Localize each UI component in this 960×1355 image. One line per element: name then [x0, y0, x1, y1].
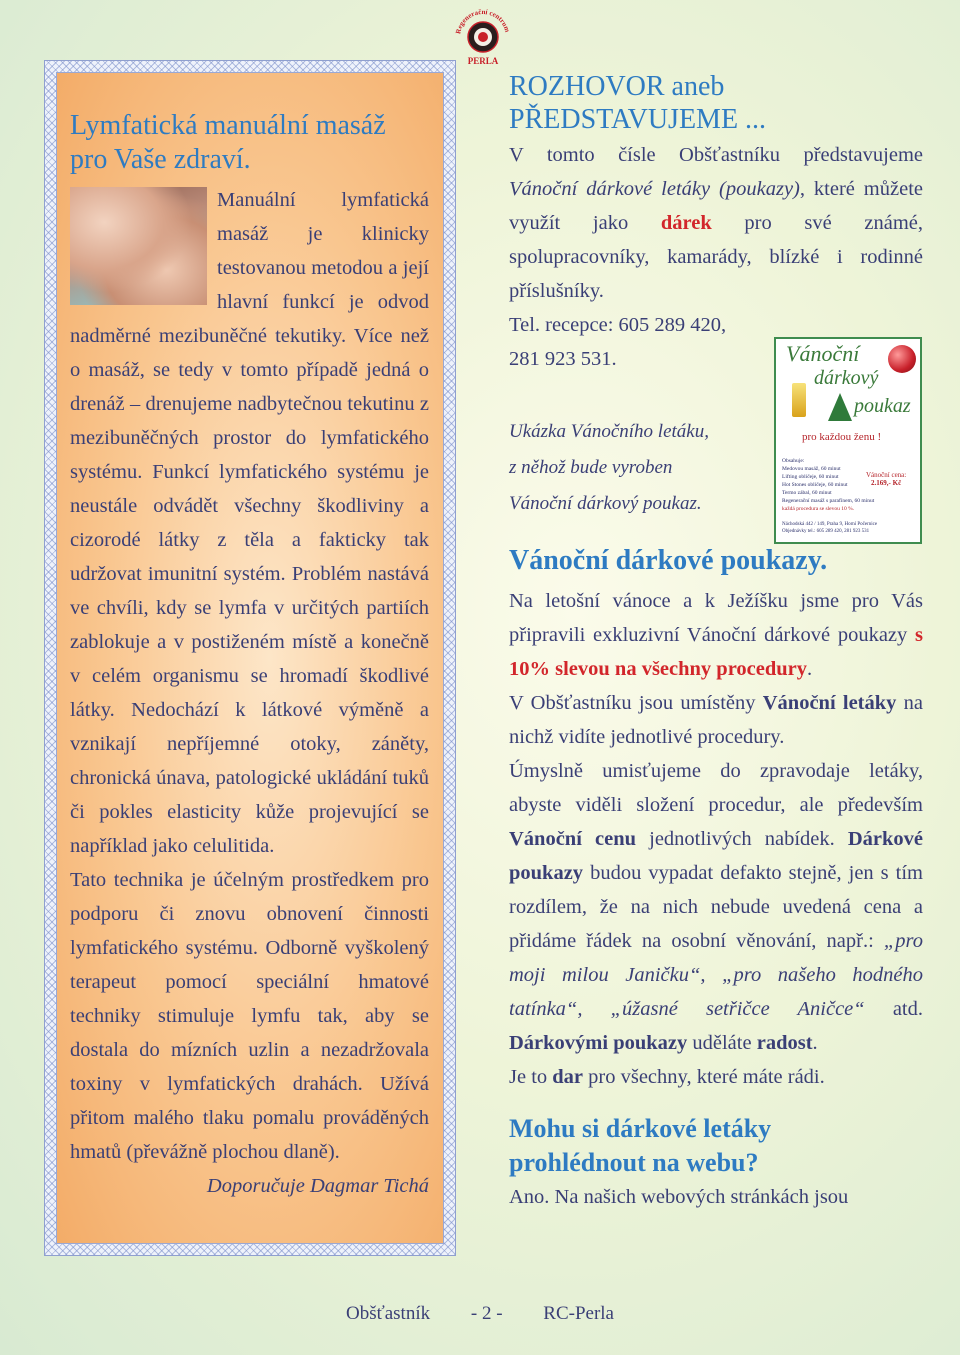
p3-text-c: na nichž vidíte jednotlivé procedury.: [509, 692, 923, 748]
interview-heading-line1: ROZHOVOR aneb: [509, 71, 725, 102]
caption-line2: z něhož bude vyroben: [509, 457, 673, 478]
p5-text-b: dar: [552, 1066, 584, 1088]
leaflet-item: Medovou masáž, 60 minut: [782, 466, 841, 472]
perla-logo: [452, 4, 514, 70]
vouchers-paragraph: [509, 584, 923, 686]
leaflet-address: Náchodská 442 / 149, Praha 9, Horní Počernice: [782, 522, 878, 527]
leaflet-item: Regenerační masáž s parafínem, 60 minut: [782, 498, 875, 504]
gift-paragraph: [509, 1060, 923, 1094]
leaflets-paragraph: [509, 686, 923, 754]
intro-text-e: pro své známé, spolupracovníky, kamarády, blízké i rodinné příslušníky.: [509, 212, 923, 302]
leaflet-title-3: poukaz: [854, 395, 911, 417]
lymph-article-body: Manuální lymfatická masáž je klinicky testovanou metodou a její hlavní funkcí je odvod nadměrné mezibuněčné tekutiky. Více než o masáž, se tedy v tomto případě jedná o drenáž – drenujeme nadbytečnou tekutinu z mezibuněčných prostor do lymfatického systému. Funkcí lymfatického systému je neustále odvádět všechny škodliviny a cizorodé látky z těla a fakticky tak udržovat imunitní systém. Problém nastává ve chvíli, kdy se lymfa v určitých partiích zablokuje a v postiženém místě a konečně v celém organismu se hromadí škodlivé látky. Nedochází k látkové výměně a vznikají nepříjemné otoky, záněty, chronická únava, patologické ukládání tuků či pokles elasticity kůže projevující se například jako celulitida.: [70, 189, 429, 857]
interview-heading: [509, 70, 923, 136]
massage-photo: [70, 187, 207, 305]
web-heading-line1: Mohu si dárkové letáky: [509, 1114, 772, 1143]
p4-text-c: jednotlivých nabídek.: [636, 828, 848, 850]
intro-text-b: Vánoční dárkové letáky (poukazy): [509, 178, 800, 200]
p4-text-e: budou vypadat defakto stejně, jen s tím rozdílem, že na nich nebude uvedená cena a přidáme řádek na osobní věnování, např.:: [509, 862, 923, 952]
leaflet-item: Termo zábal, 60 minut: [782, 490, 832, 496]
web-heading: [509, 1112, 923, 1180]
intro-text-c: , které můžete využít jako: [509, 178, 923, 234]
leaflet-thumbnail[interactable]: [774, 337, 922, 544]
p4-text-h: Dárkovými poukazy: [509, 1032, 688, 1054]
p5-text-a: Je to: [509, 1066, 553, 1088]
p5-text-c: pro všechny, které máte rádi.: [583, 1066, 825, 1088]
leaflet-title-1: Vánoční: [786, 341, 860, 366]
article-signature: Doporučuje Dagmar Tichá: [206, 1175, 429, 1197]
page-footer: [0, 1303, 960, 1325]
footer-publisher: RC-Perla: [543, 1303, 614, 1324]
p4-text-b: Vánoční cenu: [509, 828, 637, 850]
p4-text-j: radost: [756, 1032, 813, 1054]
lymph-article-frame: [44, 60, 456, 1256]
p4-text-k: .: [812, 1032, 818, 1054]
lymph-article: [56, 72, 444, 1244]
p4-text-a: Úmyslně umisťujeme do zpravodaje letáky, abyste viděli složení procedur, ale především: [509, 760, 923, 816]
lymph-article-title: Lymfatická manuální masáž pro Vaše zdraví.: [70, 110, 386, 175]
leaflet-orders: Objednávky tel.: 605 289 420, 281 923 531: [782, 529, 870, 534]
caption-line1: Ukázka Vánočního letáku,: [509, 421, 709, 442]
intro-paragraph: [509, 138, 923, 308]
leaflet-caption: [509, 414, 769, 522]
leaflet-item: Lifting obličeje, 60 minut: [782, 474, 839, 480]
leaflet-contact: [782, 521, 918, 535]
p3-text-b: Vánoční letáky: [762, 692, 897, 714]
p4-text-d: Dárkové poukazy: [509, 828, 923, 884]
purpose-paragraph: [509, 754, 923, 1060]
leaflet-price-label: Vánoční cena:: [866, 471, 907, 479]
tree-icon: [828, 393, 852, 421]
interview-heading-line2: PŘEDSTAVUJEME ...: [509, 104, 767, 135]
p4-text-i: uděláte: [687, 1032, 757, 1054]
leaflet-title-2: dárkový: [814, 367, 879, 389]
right-column: [509, 70, 923, 1214]
intro-gift-word: dárek: [660, 212, 712, 234]
lymph-article-body-2: Tato technika je účelným prostředkem pro podporu či znovu obnovení činnosti lymfatického systému. Odborně vyškolený terapeut pomocí speciální hmatové techniky stimuluje lymfu tak, aby se dostala do mízních uzlin a nezadržovala toxiny v lymfatických drahách. Užívá přitom malého tlaku pomalu prováděných hmatů (převážně plochou dlaně).: [70, 869, 429, 1163]
caption-line3: Vánoční dárkový poukaz.: [509, 493, 702, 514]
candle-icon: [792, 383, 806, 417]
vouchers-heading: Vánoční dárkové poukazy.: [509, 545, 828, 576]
p2-text-c: .: [807, 658, 813, 680]
leaflet-discount-note: každá procedura se slevou 10 %.: [782, 506, 855, 512]
p2-text-a: Na letošní vánoce a k Ježíšku jsme pro Vás připravili exkluzivní Vánoční dárkové poukazy: [509, 590, 923, 646]
logo-name: PERLA: [467, 56, 499, 66]
p4-text-g: atd.: [864, 998, 923, 1020]
logo-arc-text: Regenerační centrum: [454, 7, 512, 35]
footer-page-number: - 2 -: [470, 1303, 503, 1324]
leaflet-contains-label: Obsahuje:: [782, 458, 805, 464]
ornament-icon: [888, 345, 916, 373]
phone-line2: 281 923 531.: [509, 348, 617, 370]
leaflet-item: Hot Stones obličeje, 60 minut: [782, 482, 848, 488]
p4-dedications: „pro moji milou Janičku“, „pro našeho hodného tatínka“, „úžasné setřičce Aničce“: [509, 930, 923, 1020]
phone-paragraph: [509, 308, 769, 376]
web-heading-line2: prohlédnout na webu?: [509, 1148, 759, 1177]
footer-publication: Obšťastník: [346, 1303, 431, 1324]
leaflet-price-block: [866, 471, 906, 487]
discount-text: s 10% slevou na všechny procedury: [509, 624, 923, 680]
web-paragraph: Ano. Na našich webových stránkách jsou: [509, 1186, 849, 1208]
leaflet-price: 2.169,- Kč: [871, 479, 902, 487]
p3-text-a: V Obšťastníku jsou umístěny: [509, 692, 763, 714]
intro-text-a: V tomto čísle Obšťastníku představujeme: [509, 144, 923, 166]
phone-line1: Tel. recepce: 605 289 420,: [509, 314, 727, 336]
leaflet-tagline: pro každou ženu !: [802, 431, 882, 443]
